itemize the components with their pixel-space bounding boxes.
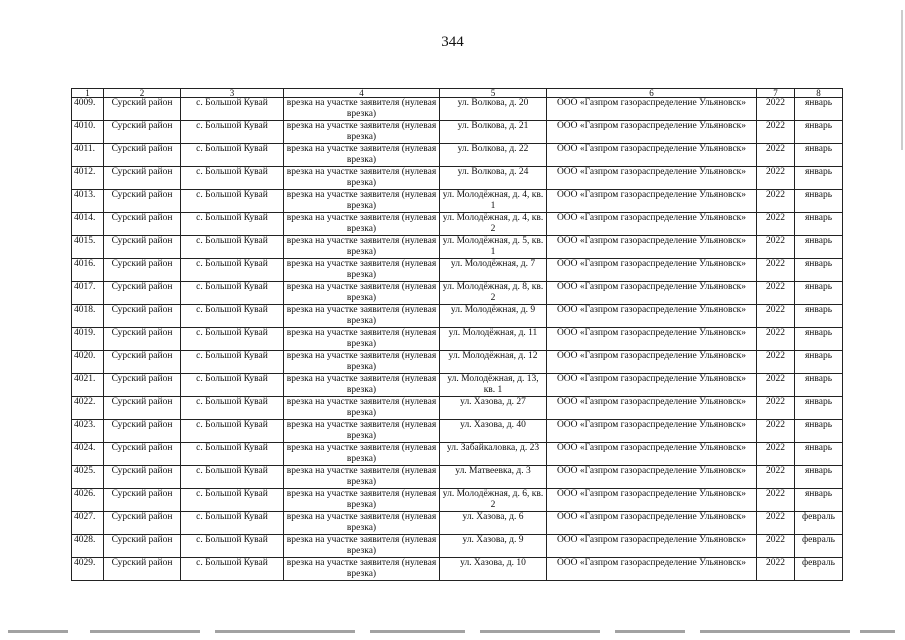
village-cell: с. Большой Кувай	[181, 374, 284, 397]
village-cell: с. Большой Кувай	[181, 512, 284, 535]
address-cell: ул. Молодёжная, д. 7	[440, 259, 547, 282]
year-cell: 2022	[757, 397, 795, 420]
village-cell: с. Большой Кувай	[181, 305, 284, 328]
organization-cell: ООО «Газпром газораспределение Ульяновск»	[547, 489, 757, 512]
month-cell: январь	[795, 144, 843, 167]
village-cell: с. Большой Кувай	[181, 489, 284, 512]
year-cell: 2022	[757, 213, 795, 236]
table-row	[72, 443, 843, 466]
work-type-cell: врезка на участке заявителя (нулевая врезка)	[284, 213, 440, 236]
district-cell: Сурский район	[104, 236, 181, 259]
table-row	[72, 558, 843, 581]
row-number: 4021.	[72, 374, 104, 397]
month-cell: январь	[795, 121, 843, 144]
address-cell: ул. Хазова, д. 9	[440, 535, 547, 558]
address-cell: ул. Хазова, д. 40	[440, 420, 547, 443]
organization-cell: ООО «Газпром газораспределение Ульяновск»	[547, 236, 757, 259]
district-cell: Сурский район	[104, 328, 181, 351]
organization-cell: ООО «Газпром газораспределение Ульяновск»	[547, 305, 757, 328]
row-number: 4015.	[72, 236, 104, 259]
table-body	[72, 89, 843, 581]
district-cell: Сурский район	[104, 98, 181, 121]
month-cell: январь	[795, 443, 843, 466]
address-cell: ул. Молодёжная, д. 5, кв. 1	[440, 236, 547, 259]
table-row	[72, 512, 843, 535]
address-cell: ул. Хазова, д. 6	[440, 512, 547, 535]
district-cell: Сурский район	[104, 512, 181, 535]
work-type-cell: врезка на участке заявителя (нулевая врезка)	[284, 236, 440, 259]
address-cell: ул. Молодёжная, д. 11	[440, 328, 547, 351]
village-cell: с. Большой Кувай	[181, 259, 284, 282]
address-cell: ул. Матвеевка, д. 3	[440, 466, 547, 489]
document-table	[71, 88, 843, 581]
village-cell: с. Большой Кувай	[181, 167, 284, 190]
village-cell: с. Большой Кувай	[181, 144, 284, 167]
work-type-cell: врезка на участке заявителя (нулевая врезка)	[284, 397, 440, 420]
row-number: 4023.	[72, 420, 104, 443]
district-cell: Сурский район	[104, 213, 181, 236]
table-row	[72, 466, 843, 489]
address-cell: ул. Молодёжная, д. 8, кв. 2	[440, 282, 547, 305]
organization-cell: ООО «Газпром газораспределение Ульяновск»	[547, 282, 757, 305]
organization-cell: ООО «Газпром газораспределение Ульяновск»	[547, 558, 757, 581]
month-cell: январь	[795, 236, 843, 259]
work-type-cell: врезка на участке заявителя (нулевая врезка)	[284, 558, 440, 581]
column-number: 6	[547, 89, 757, 98]
organization-cell: ООО «Газпром газораспределение Ульяновск»	[547, 259, 757, 282]
month-cell: январь	[795, 328, 843, 351]
village-cell: с. Большой Кувай	[181, 397, 284, 420]
address-cell: ул. Молодёжная, д. 4, кв. 1	[440, 190, 547, 213]
address-cell: ул. Молодёжная, д. 13, кв. 1	[440, 374, 547, 397]
address-cell: ул. Молодёжная, д. 12	[440, 351, 547, 374]
village-cell: с. Большой Кувай	[181, 443, 284, 466]
column-number: 7	[757, 89, 795, 98]
column-number-row	[72, 89, 843, 98]
row-number: 4024.	[72, 443, 104, 466]
address-cell: ул. Волкова, д. 21	[440, 121, 547, 144]
district-cell: Сурский район	[104, 558, 181, 581]
table-row	[72, 420, 843, 443]
table-row	[72, 236, 843, 259]
scan-edge-noise	[0, 626, 905, 640]
year-cell: 2022	[757, 190, 795, 213]
row-number: 4009.	[72, 98, 104, 121]
month-cell: январь	[795, 420, 843, 443]
row-number: 4013.	[72, 190, 104, 213]
year-cell: 2022	[757, 374, 795, 397]
work-type-cell: врезка на участке заявителя (нулевая врезка)	[284, 351, 440, 374]
work-type-cell: врезка на участке заявителя (нулевая врезка)	[284, 420, 440, 443]
work-type-cell: врезка на участке заявителя (нулевая врезка)	[284, 443, 440, 466]
organization-cell: ООО «Газпром газораспределение Ульяновск»	[547, 420, 757, 443]
column-number: 1	[72, 89, 104, 98]
district-cell: Сурский район	[104, 167, 181, 190]
row-number: 4016.	[72, 259, 104, 282]
table-row	[72, 328, 843, 351]
work-type-cell: врезка на участке заявителя (нулевая врезка)	[284, 489, 440, 512]
address-cell: ул. Хазова, д. 27	[440, 397, 547, 420]
village-cell: с. Большой Кувай	[181, 213, 284, 236]
year-cell: 2022	[757, 144, 795, 167]
district-cell: Сурский район	[104, 144, 181, 167]
scan-edge-mark	[901, 10, 903, 150]
district-cell: Сурский район	[104, 351, 181, 374]
work-type-cell: врезка на участке заявителя (нулевая врезка)	[284, 512, 440, 535]
table-row	[72, 489, 843, 512]
table-row	[72, 374, 843, 397]
month-cell: январь	[795, 351, 843, 374]
table-row	[72, 98, 843, 121]
district-cell: Сурский район	[104, 121, 181, 144]
village-cell: с. Большой Кувай	[181, 535, 284, 558]
village-cell: с. Большой Кувай	[181, 121, 284, 144]
column-number: 4	[284, 89, 440, 98]
month-cell: январь	[795, 397, 843, 420]
table-row	[72, 167, 843, 190]
month-cell: январь	[795, 489, 843, 512]
address-cell: ул. Волкова, д. 20	[440, 98, 547, 121]
month-cell: февраль	[795, 558, 843, 581]
column-number: 2	[104, 89, 181, 98]
row-number: 4020.	[72, 351, 104, 374]
work-type-cell: врезка на участке заявителя (нулевая врезка)	[284, 305, 440, 328]
year-cell: 2022	[757, 167, 795, 190]
table-row	[72, 535, 843, 558]
village-cell: с. Большой Кувай	[181, 420, 284, 443]
row-number: 4011.	[72, 144, 104, 167]
district-cell: Сурский район	[104, 259, 181, 282]
column-number: 8	[795, 89, 843, 98]
organization-cell: ООО «Газпром газораспределение Ульяновск»	[547, 328, 757, 351]
work-type-cell: врезка на участке заявителя (нулевая врезка)	[284, 190, 440, 213]
row-number: 4019.	[72, 328, 104, 351]
table-row	[72, 213, 843, 236]
column-number: 3	[181, 89, 284, 98]
month-cell: январь	[795, 213, 843, 236]
month-cell: январь	[795, 98, 843, 121]
village-cell: с. Большой Кувай	[181, 466, 284, 489]
work-type-cell: врезка на участке заявителя (нулевая врезка)	[284, 144, 440, 167]
organization-cell: ООО «Газпром газораспределение Ульяновск»	[547, 535, 757, 558]
organization-cell: ООО «Газпром газораспределение Ульяновск»	[547, 374, 757, 397]
address-cell: ул. Молодёжная, д. 6, кв. 2	[440, 489, 547, 512]
year-cell: 2022	[757, 259, 795, 282]
year-cell: 2022	[757, 466, 795, 489]
table-row	[72, 305, 843, 328]
row-number: 4018.	[72, 305, 104, 328]
work-type-cell: врезка на участке заявителя (нулевая врезка)	[284, 535, 440, 558]
organization-cell: ООО «Газпром газораспределение Ульяновск»	[547, 397, 757, 420]
work-type-cell: врезка на участке заявителя (нулевая врезка)	[284, 282, 440, 305]
row-number: 4025.	[72, 466, 104, 489]
month-cell: февраль	[795, 535, 843, 558]
table-row	[72, 190, 843, 213]
month-cell: январь	[795, 167, 843, 190]
month-cell: февраль	[795, 512, 843, 535]
village-cell: с. Большой Кувай	[181, 190, 284, 213]
table-row	[72, 121, 843, 144]
address-cell: ул. Волкова, д. 22	[440, 144, 547, 167]
year-cell: 2022	[757, 535, 795, 558]
organization-cell: ООО «Газпром газораспределение Ульяновск»	[547, 213, 757, 236]
row-number: 4029.	[72, 558, 104, 581]
organization-cell: ООО «Газпром газораспределение Ульяновск»	[547, 167, 757, 190]
year-cell: 2022	[757, 443, 795, 466]
year-cell: 2022	[757, 420, 795, 443]
address-cell: ул. Хазова, д. 10	[440, 558, 547, 581]
year-cell: 2022	[757, 305, 795, 328]
row-number: 4026.	[72, 489, 104, 512]
work-type-cell: врезка на участке заявителя (нулевая врезка)	[284, 328, 440, 351]
month-cell: январь	[795, 466, 843, 489]
organization-cell: ООО «Газпром газораспределение Ульяновск»	[547, 190, 757, 213]
district-cell: Сурский район	[104, 282, 181, 305]
organization-cell: ООО «Газпром газораспределение Ульяновск»	[547, 351, 757, 374]
year-cell: 2022	[757, 512, 795, 535]
row-number: 4014.	[72, 213, 104, 236]
address-cell: ул. Молодёжная, д. 4, кв. 2	[440, 213, 547, 236]
district-cell: Сурский район	[104, 489, 181, 512]
district-cell: Сурский район	[104, 443, 181, 466]
district-cell: Сурский район	[104, 374, 181, 397]
village-cell: с. Большой Кувай	[181, 328, 284, 351]
village-cell: с. Большой Кувай	[181, 351, 284, 374]
address-cell: ул. Забайкаловка, д. 23	[440, 443, 547, 466]
district-cell: Сурский район	[104, 305, 181, 328]
village-cell: с. Большой Кувай	[181, 98, 284, 121]
work-type-cell: врезка на участке заявителя (нулевая врезка)	[284, 98, 440, 121]
work-type-cell: врезка на участке заявителя (нулевая врезка)	[284, 466, 440, 489]
year-cell: 2022	[757, 558, 795, 581]
row-number: 4017.	[72, 282, 104, 305]
village-cell: с. Большой Кувай	[181, 558, 284, 581]
address-cell: ул. Молодёжная, д. 9	[440, 305, 547, 328]
work-type-cell: врезка на участке заявителя (нулевая врезка)	[284, 121, 440, 144]
organization-cell: ООО «Газпром газораспределение Ульяновск»	[547, 443, 757, 466]
district-cell: Сурский район	[104, 535, 181, 558]
year-cell: 2022	[757, 328, 795, 351]
row-number: 4010.	[72, 121, 104, 144]
month-cell: январь	[795, 374, 843, 397]
work-type-cell: врезка на участке заявителя (нулевая врезка)	[284, 167, 440, 190]
organization-cell: ООО «Газпром газораспределение Ульяновск»	[547, 98, 757, 121]
village-cell: с. Большой Кувай	[181, 282, 284, 305]
year-cell: 2022	[757, 236, 795, 259]
year-cell: 2022	[757, 121, 795, 144]
table-row	[72, 397, 843, 420]
column-number: 5	[440, 89, 547, 98]
organization-cell: ООО «Газпром газораспределение Ульяновск»	[547, 144, 757, 167]
village-cell: с. Большой Кувай	[181, 236, 284, 259]
work-type-cell: врезка на участке заявителя (нулевая врезка)	[284, 374, 440, 397]
row-number: 4012.	[72, 167, 104, 190]
month-cell: январь	[795, 190, 843, 213]
month-cell: январь	[795, 259, 843, 282]
table-row	[72, 351, 843, 374]
district-cell: Сурский район	[104, 397, 181, 420]
table-row	[72, 144, 843, 167]
address-cell: ул. Волкова, д. 24	[440, 167, 547, 190]
district-cell: Сурский район	[104, 190, 181, 213]
year-cell: 2022	[757, 282, 795, 305]
year-cell: 2022	[757, 351, 795, 374]
row-number: 4027.	[72, 512, 104, 535]
table-row	[72, 259, 843, 282]
month-cell: январь	[795, 282, 843, 305]
organization-cell: ООО «Газпром газораспределение Ульяновск»	[547, 121, 757, 144]
row-number: 4022.	[72, 397, 104, 420]
month-cell: январь	[795, 305, 843, 328]
organization-cell: ООО «Газпром газораспределение Ульяновск»	[547, 466, 757, 489]
page-number: 344	[441, 34, 464, 50]
work-type-cell: врезка на участке заявителя (нулевая врезка)	[284, 259, 440, 282]
row-number: 4028.	[72, 535, 104, 558]
year-cell: 2022	[757, 489, 795, 512]
district-cell: Сурский район	[104, 466, 181, 489]
table-row	[72, 282, 843, 305]
district-cell: Сурский район	[104, 420, 181, 443]
organization-cell: ООО «Газпром газораспределение Ульяновск»	[547, 512, 757, 535]
year-cell: 2022	[757, 98, 795, 121]
